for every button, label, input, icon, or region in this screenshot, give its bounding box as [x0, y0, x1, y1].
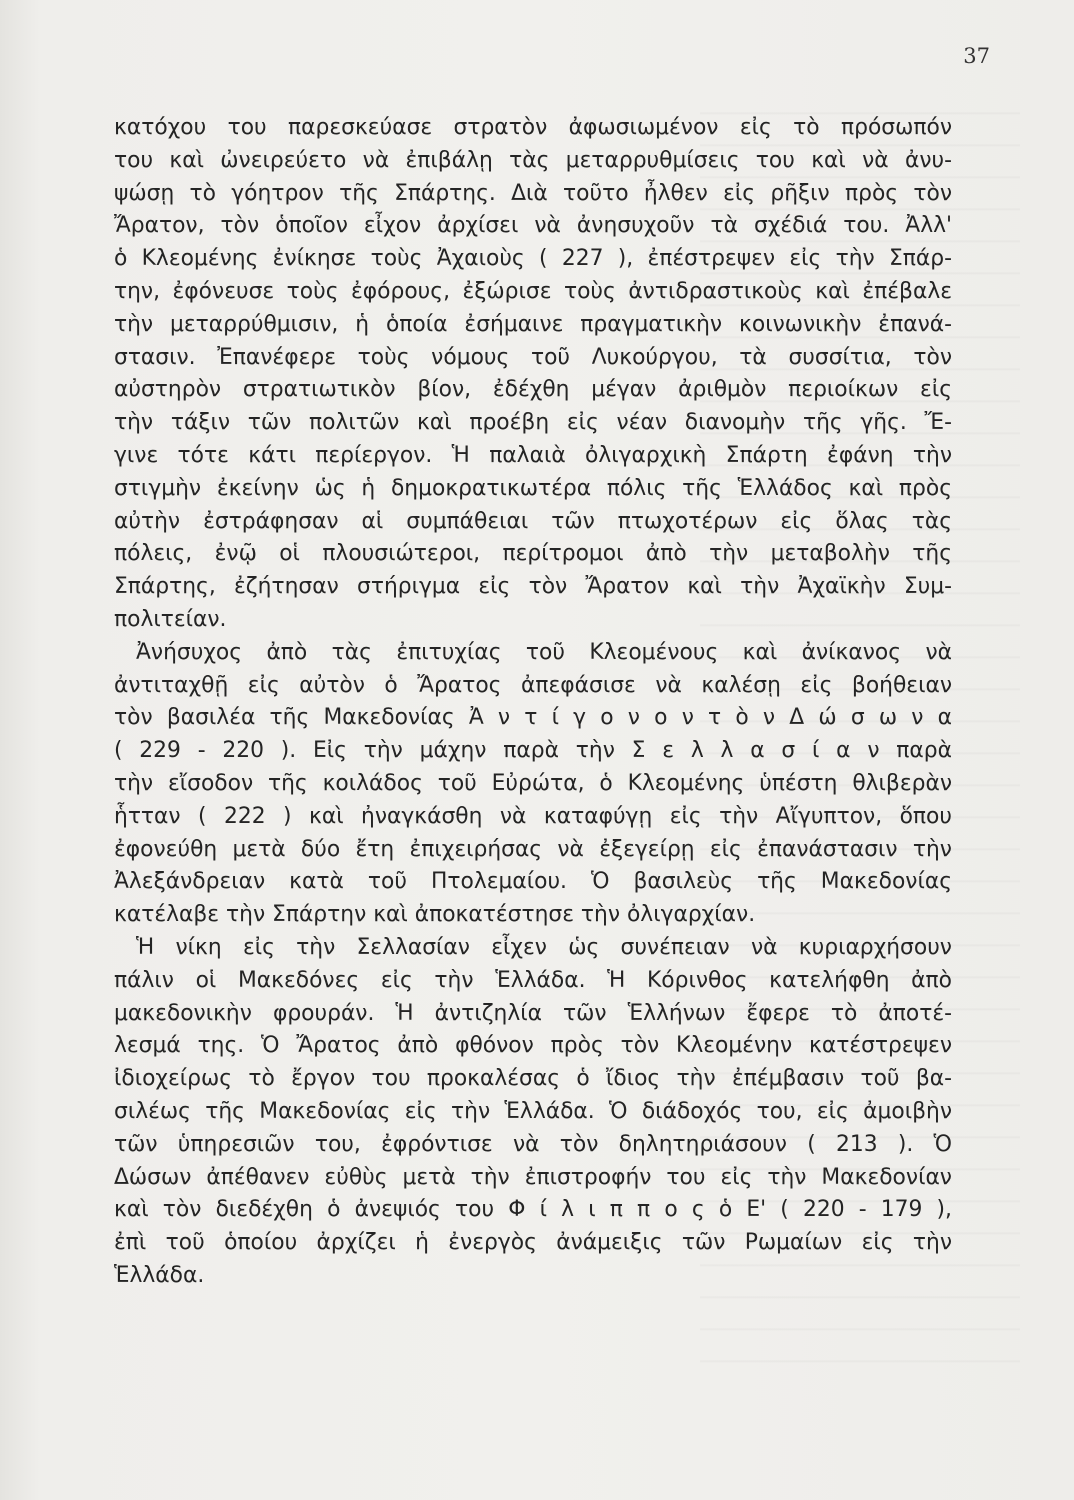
text-line: λεσμά της. Ὁ Ἄρατος ἀπὸ φθόνον πρὸς τὸν Κλεομένην κατέστρεψεν — [114, 1033, 952, 1059]
text-line: τῶν ὑπηρεσιῶν του, ἐφρόντισε νὰ τὸν δηλητηριάσουν ( 213 ). Ὁ — [114, 1131, 952, 1157]
text-line: ψώσῃ τὸ γόητρον τῆς Σπάρτης. Διὰ τοῦτο ἦλθεν εἰς ρῆξιν πρὸς τὸν — [114, 180, 952, 206]
text-line: Ἄρατον, τὸν ὁποῖον εἶχον ἀρχίσει νὰ ἀνησυχοῦν τὰ σχέδιά του. Ἀλλ' — [114, 213, 952, 239]
text-line: μακεδονικὴν φρουράν. Ἡ ἀντιζηλία τῶν Ἑλλήνων ἔφερε τὸ ἀποτέ- — [114, 1000, 952, 1026]
body-text — [114, 112, 952, 1293]
page-number: 37 — [963, 44, 990, 68]
text-line: Ἀνήσυχος ἀπὸ τὰς ἐπιτυχίας τοῦ Κλεομένους καὶ ἀνίκανος νὰ — [136, 639, 952, 665]
text-line: τὴν μεταρρύθμισιν, ἡ ὁποία ἐσήμαινε πραγματικὴν κοινωνικὴν ἐπανά- — [114, 311, 952, 337]
text-line: κατέλαβε τὴν Σπάρτην καὶ ἀποκατέστησε τὴν ὀλιγαρχίαν. — [114, 902, 756, 928]
text-line: ἐφονεύθη μετὰ δύο ἔτη ἐπιχειρήσας νὰ ἐξεγείρῃ εἰς ἐπανάστασιν τὴν — [114, 836, 952, 862]
text-line: αὐστηρὸν στρατιωτικὸν βίον, ἐδέχθη μέγαν ἀριθμὸν περιοίκων εἰς — [114, 377, 952, 403]
text-line: στιγμὴν ἐκείνην ὡς ἡ δημοκρατικωτέρα πόλις τῆς Ἑλλάδος καὶ πρὸς — [114, 475, 952, 501]
text-line: ὁ Κλεομένης ἐνίκησε τοὺς Ἀχαιοὺς ( 227 ), ἐπέστρεψεν εἰς τὴν Σπάρ- — [114, 246, 952, 272]
text-line: σιλέως τῆς Μακεδονίας εἰς τὴν Ἑλλάδα. Ὁ διάδοχός του, εἰς ἀμοιβὴν — [114, 1098, 952, 1124]
text-line: στασιν. Ἐπανέφερε τοὺς νόμους τοῦ Λυκούργου, τὰ συσσίτια, τὸν — [114, 344, 952, 370]
text-line: τὸν βασιλέα τῆς Μακεδονίας Ἀ ν τ ί γ ο ν ο ν τ ὸ ν Δ ώ σ ω ν α — [114, 705, 952, 731]
paragraph-1 — [114, 112, 952, 637]
text-line: τὴν τάξιν τῶν πολιτῶν καὶ προέβη εἰς νέαν διανομὴν τῆς γῆς. Ἔ- — [114, 410, 952, 436]
text-line: καὶ τὸν διεδέχθη ὁ ἀνεψιός του Φ ί λ ι π π ο ς ὁ Ε' ( 220 - 179 ), — [114, 1197, 952, 1223]
text-line: πόλεις, ἐνῷ οἱ πλουσιώτεροι, περίτρομοι ἀπὸ τὴν μεταβολὴν τῆς — [114, 541, 952, 567]
text-line: ἰδιοχείρως τὸ ἔργον του προκαλέσας ὁ ἴδιος τὴν ἐπέμβασιν τοῦ βα- — [114, 1066, 952, 1092]
text-line: πάλιν οἱ Μακεδόνες εἰς τὴν Ἑλλάδα. Ἡ Κόρινθος κατελήφθη ἀπὸ — [114, 967, 952, 993]
text-line: ἧτταν ( 222 ) καὶ ἠναγκάσθη νὰ καταφύγῃ εἰς τὴν Αἴγυπτον, ὅπου — [114, 803, 952, 829]
paragraph-3 — [114, 932, 952, 1293]
text-line: πολιτείαν. — [114, 606, 227, 632]
text-line: Ἡ νίκη εἰς τὴν Σελλασίαν εἶχεν ὡς συνέπειαν νὰ κυριαρχήσουν — [136, 934, 952, 960]
text-line: αὐτὴν ἐστράφησαν αἱ συμπάθειαι τῶν πτωχοτέρων εἰς ὅλας τὰς — [114, 508, 952, 534]
text-line: Ἀλεξάνδρειαν κατὰ τοῦ Πτολεμαίου. Ὁ βασιλεὺς τῆς Μακεδονίας — [114, 869, 952, 895]
paragraph-2 — [114, 637, 952, 932]
text-line: Σπάρτης, ἐζήτησαν στήριγμα εἰς τὸν Ἄρατον καὶ τὴν Ἀχαϊκὴν Συμ- — [114, 574, 952, 600]
text-line: Δώσων ἀπέθανεν εὐθὺς μετὰ τὴν ἐπιστροφήν του εἰς τὴν Μακεδονίαν — [114, 1164, 952, 1190]
text-line: ( 229 - 220 ). Εἰς τὴν μάχην παρὰ τὴν Σ ε λ λ α σ ί α ν παρὰ — [114, 738, 952, 764]
text-line: γινε τότε κάτι περίεργον. Ἡ παλαιὰ ὀλιγαρχικὴ Σπάρτη ἐφάνη τὴν — [114, 442, 952, 468]
text-line: κατόχου του παρεσκεύασε στρατὸν ἀφωσιωμένον εἰς τὸ πρόσωπόν — [114, 115, 952, 140]
text-line: Ἑλλάδα. — [114, 1262, 205, 1288]
text-line: την, ἐφόνευσε τοὺς ἐφόρους, ἐξώρισε τοὺς ἀντιδραστικοὺς καὶ ἐπέβαλε — [114, 278, 952, 304]
text-line: ἀντιταχθῇ εἰς αὐτὸν ὁ Ἄρατος ἀπεφάσισε νὰ καλέσῃ εἰς βοήθειαν — [114, 672, 952, 698]
text-line: του καὶ ὠνειρεύετο νὰ ἐπιβάλῃ τὰς μεταρρυθμίσεις του καὶ νὰ ἀνυ- — [114, 147, 952, 173]
text-line: ἐπὶ τοῦ ὁποίου ἀρχίζει ἡ ἐνεργὸς ἀνάμειξις τῶν Ρωμαίων εἰς τὴν — [114, 1230, 952, 1256]
text-line: τὴν εἴσοδον τῆς κοιλάδος τοῦ Εὐρώτα, ὁ Κλεομένης ὑπέστη θλιβερὰν — [114, 770, 952, 796]
